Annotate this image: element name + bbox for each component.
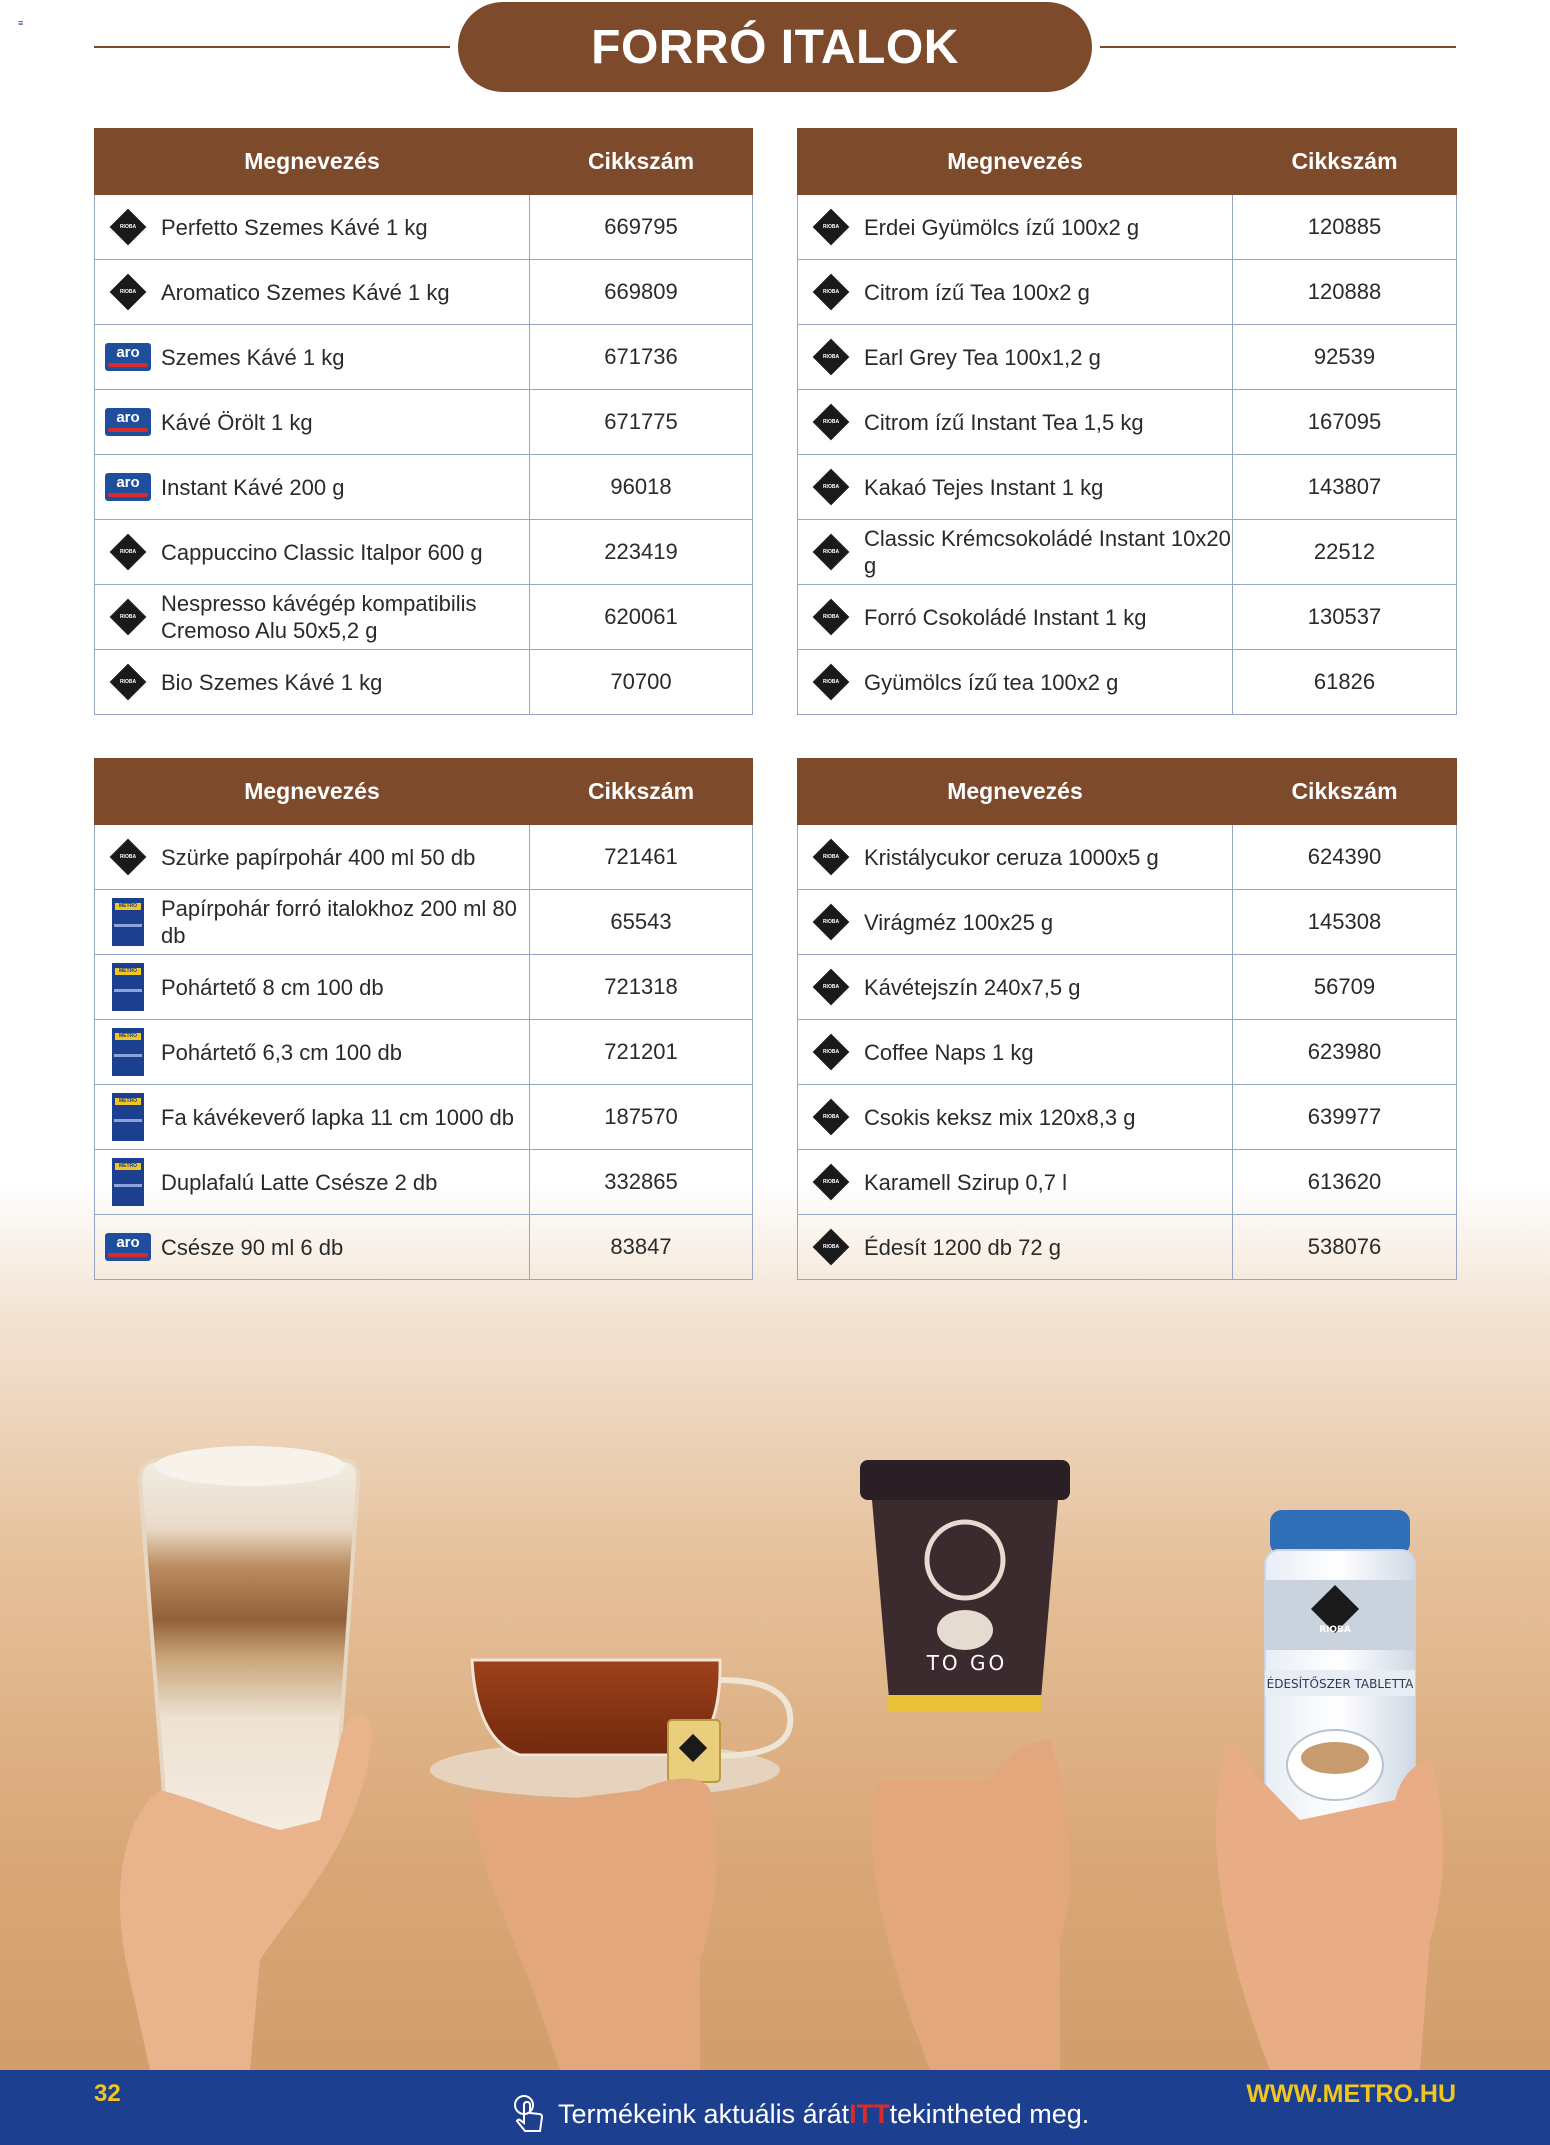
product-name: Kávétejszín 240x7,5 g [864, 974, 1081, 1000]
product-name-cell [95, 825, 530, 890]
table-row [798, 195, 1457, 260]
metro-professional-logo-icon [103, 1032, 153, 1072]
table-row [798, 260, 1457, 325]
product-name-cell [95, 520, 530, 585]
product-code: 623980 [1233, 1020, 1457, 1085]
product-code: 669795 [530, 195, 753, 260]
rioba-logo-text: RIOBA [822, 484, 840, 490]
product-name-cell [798, 650, 1233, 715]
product-name-cell [798, 955, 1233, 1020]
product-name: Pohártető 8 cm 100 db [161, 974, 384, 1000]
product-name-cell [95, 890, 530, 955]
hand-3 [872, 1740, 1071, 2070]
table-row [798, 325, 1457, 390]
metro-logo-text: METRO [115, 903, 141, 910]
rioba-logo-icon [806, 902, 856, 942]
product-name: Nespresso kávégép kompatibilis Cremoso Alu 50x5,2 g [161, 591, 477, 643]
product-code: 538076 [1233, 1215, 1457, 1280]
promo-text-before: Termékeink aktuális árát [558, 2098, 850, 2129]
rioba-logo-icon [806, 207, 856, 247]
rioba-logo-text: RIOBA [822, 1244, 840, 1250]
table-row [95, 955, 753, 1020]
rioba-logo-icon [806, 532, 856, 572]
metro-professional-logo-icon [103, 967, 153, 1007]
rioba-logo-text: RIOBA [822, 549, 840, 555]
aro-logo-text: aro [116, 409, 140, 426]
rioba-logo-text: RIOBA [822, 1179, 840, 1185]
table-row [95, 195, 753, 260]
column-header-code: Cikkszám [530, 129, 753, 195]
product-name: Earl Grey Tea 100x1,2 g [864, 344, 1101, 370]
page-number: 32 [94, 2080, 121, 2107]
product-name: Kávé Örölt 1 kg [161, 409, 313, 435]
product-name: Citrom ízű Instant Tea 1,5 kg [864, 409, 1144, 435]
table-row [95, 455, 753, 520]
column-header-code: Cikkszám [1233, 129, 1457, 195]
hot-drinks-photo [0, 1180, 1550, 2070]
table-row [95, 1085, 753, 1150]
product-name: Perfetto Szemes Kávé 1 kg [161, 214, 428, 240]
product-code: 332865 [530, 1150, 753, 1215]
rioba-logo-icon [806, 597, 856, 637]
product-code: 721201 [530, 1020, 753, 1085]
product-table-coffee [94, 128, 753, 715]
table-row [798, 585, 1457, 650]
product-code: 613620 [1233, 1150, 1457, 1215]
product-code: 721318 [530, 955, 753, 1020]
product-name-cell [798, 890, 1233, 955]
jar-brand-text: RIOBA [1319, 1625, 1351, 1635]
rioba-logo-icon [103, 272, 153, 312]
product-code: 70700 [530, 650, 753, 715]
tap-hand-icon [508, 2093, 550, 2135]
rioba-logo-icon [103, 837, 153, 877]
product-code: 187570 [530, 1085, 753, 1150]
product-name-cell [798, 195, 1233, 260]
rioba-logo-icon [806, 1097, 856, 1137]
product-code: 223419 [530, 520, 753, 585]
title-line-left [94, 46, 450, 48]
product-code: 721461 [530, 825, 753, 890]
product-name-cell [95, 650, 530, 715]
rioba-logo-text: RIOBA [119, 224, 137, 230]
rioba-logo-text: RIOBA [822, 354, 840, 360]
product-name: Instant Kávé 200 g [161, 474, 345, 500]
product-code: 671736 [530, 325, 753, 390]
product-name-cell [798, 1085, 1233, 1150]
table-row [798, 390, 1457, 455]
rioba-logo-text: RIOBA [822, 854, 840, 860]
product-code: 671775 [530, 390, 753, 455]
rioba-logo-icon [806, 402, 856, 442]
product-name-cell [798, 455, 1233, 520]
product-code: 145308 [1233, 890, 1457, 955]
product-code: 130537 [1233, 585, 1457, 650]
table-row [798, 890, 1457, 955]
product-code: 167095 [1233, 390, 1457, 455]
aro-logo-icon [103, 467, 153, 507]
rioba-logo-text: RIOBA [822, 919, 840, 925]
title-line-right [1100, 46, 1456, 48]
product-name-cell [95, 1085, 530, 1150]
product-name-cell [95, 260, 530, 325]
table-row [95, 585, 753, 650]
product-code: 620061 [530, 585, 753, 650]
table-row [798, 520, 1457, 585]
rioba-logo-text: RIOBA [119, 549, 137, 555]
rioba-logo-icon [806, 1032, 856, 1072]
product-name: Cappuccino Classic Italpor 600 g [161, 539, 483, 565]
product-name-cell [95, 390, 530, 455]
rioba-logo-icon [806, 967, 856, 1007]
table-row [798, 650, 1457, 715]
corner-menu-mark: ≡ [18, 18, 24, 28]
tea-cup-illustration [430, 1660, 790, 1798]
product-name: Karamell Szirup 0,7 l [864, 1169, 1067, 1195]
product-name: Coffee Naps 1 kg [864, 1039, 1034, 1065]
product-name: Szemes Kávé 1 kg [161, 344, 345, 370]
rioba-logo-icon [806, 837, 856, 877]
table-row [95, 520, 753, 585]
product-code: 120888 [1233, 260, 1457, 325]
jar-label-text: ÉDESÍTŐSZER TABLETTA [1266, 1677, 1414, 1691]
rioba-logo-text: RIOBA [119, 679, 137, 685]
promo-text-after: tekintheted meg. [889, 2098, 1090, 2129]
product-name-cell [798, 1020, 1233, 1085]
column-header-name: Megnevezés [798, 759, 1233, 825]
page-title: FORRÓ ITALOK [458, 2, 1092, 92]
table-row [798, 455, 1457, 520]
metro-logo-text: METRO [115, 1033, 141, 1040]
product-name: Fa kávékeverő lapka 11 cm 1000 db [161, 1104, 515, 1130]
column-header-code: Cikkszám [530, 759, 753, 825]
product-name: Citrom ízű Tea 100x2 g [864, 279, 1090, 305]
product-code: 639977 [1233, 1085, 1457, 1150]
product-code: 143807 [1233, 455, 1457, 520]
rioba-logo-icon [103, 662, 153, 702]
product-name: Kristálycukor ceruza 1000x5 g [864, 844, 1159, 870]
table-row [95, 260, 753, 325]
togo-cup-text: TO GO [926, 1651, 1008, 1675]
product-code: 120885 [1233, 195, 1457, 260]
product-name-cell [95, 455, 530, 520]
product-code: 22512 [1233, 520, 1457, 585]
rioba-logo-text: RIOBA [822, 224, 840, 230]
product-name: Forró Csokoládé Instant 1 kg [864, 604, 1147, 630]
rioba-logo-text: RIOBA [119, 614, 137, 620]
rioba-logo-icon [806, 662, 856, 702]
rioba-logo-text: RIOBA [822, 984, 840, 990]
aro-logo-icon [103, 402, 153, 442]
product-table-tea [797, 128, 1457, 715]
aro-logo-text: aro [116, 474, 140, 491]
rioba-logo-icon [806, 467, 856, 507]
product-name-cell [798, 585, 1233, 650]
table-row [798, 955, 1457, 1020]
website-link[interactable]: WWW.METRO.HU [1246, 2080, 1456, 2108]
metro-professional-logo-icon [103, 902, 153, 942]
price-info-link[interactable] [508, 2093, 1089, 2135]
rioba-logo-icon [103, 597, 153, 637]
aro-logo-text: aro [116, 344, 140, 361]
rioba-logo-text: RIOBA [119, 289, 137, 295]
product-name-cell [798, 325, 1233, 390]
rioba-logo-text: RIOBA [822, 1049, 840, 1055]
product-name: Gyümölcs ízű tea 100x2 g [864, 669, 1119, 695]
table-row [95, 390, 753, 455]
product-name: Erdei Gyümölcs ízű 100x2 g [864, 214, 1140, 240]
hand-2 [470, 1778, 717, 2070]
product-name: Duplafalú Latte Csésze 2 db [161, 1169, 438, 1195]
product-name: Szürke papírpohár 400 ml 50 db [161, 844, 476, 870]
product-code: 83847 [530, 1215, 753, 1280]
table-row [798, 1020, 1457, 1085]
rioba-logo-text: RIOBA [822, 289, 840, 295]
product-name-cell [798, 520, 1233, 585]
product-name-cell [95, 325, 530, 390]
column-header-name: Megnevezés [95, 759, 530, 825]
product-name: Papírpohár forró italokhoz 200 ml 80 db [161, 896, 517, 948]
rioba-logo-icon [103, 532, 153, 572]
product-name: Édesít 1200 db 72 g [864, 1234, 1061, 1260]
table-row [798, 825, 1457, 890]
rioba-logo-text: RIOBA [822, 1114, 840, 1120]
product-name: Csokis keksz mix 120x8,3 g [864, 1104, 1136, 1130]
metro-logo-text: METRO [115, 1098, 141, 1105]
rioba-logo-icon [103, 207, 153, 247]
table-row [798, 1085, 1457, 1150]
rioba-logo-text: RIOBA [822, 419, 840, 425]
product-name: Kakaó Tejes Instant 1 kg [864, 474, 1104, 500]
product-name: Bio Szemes Kávé 1 kg [161, 669, 383, 695]
product-name: Classic Krémcsokoládé Instant 10x20 g [864, 526, 1231, 578]
product-code: 96018 [530, 455, 753, 520]
metro-logo-text: METRO [115, 968, 141, 975]
product-code: 92539 [1233, 325, 1457, 390]
product-name-cell [798, 825, 1233, 890]
rioba-logo-text: RIOBA [119, 854, 137, 860]
rioba-logo-icon [806, 272, 856, 312]
product-code: 624390 [1233, 825, 1457, 890]
table-row [95, 1020, 753, 1085]
product-name-cell [95, 195, 530, 260]
aro-logo-text: aro [116, 1234, 140, 1251]
table-row [95, 825, 753, 890]
column-header-code: Cikkszám [1233, 759, 1457, 825]
product-name-cell [95, 585, 530, 650]
product-name-cell [95, 955, 530, 1020]
metro-professional-logo-icon [103, 1097, 153, 1137]
aro-logo-icon [103, 337, 153, 377]
metro-logo-text: METRO [115, 1163, 141, 1170]
latte-glass-illustration [140, 1446, 358, 1840]
product-code: 56709 [1233, 955, 1457, 1020]
rioba-logo-text: RIOBA [822, 614, 840, 620]
table-row [95, 325, 753, 390]
column-header-name: Megnevezés [798, 129, 1233, 195]
product-name: Csésze 90 ml 6 db [161, 1234, 344, 1260]
rioba-logo-icon [806, 337, 856, 377]
table-row [95, 890, 753, 955]
product-code: 669809 [530, 260, 753, 325]
product-code: 65543 [530, 890, 753, 955]
product-name-cell [95, 1020, 530, 1085]
promo-text-highlight[interactable]: ITT [849, 2098, 890, 2129]
product-name-cell [798, 260, 1233, 325]
rioba-logo-text: RIOBA [822, 679, 840, 685]
product-name: Pohártető 6,3 cm 100 db [161, 1039, 402, 1065]
product-name-cell [798, 390, 1233, 455]
table-row [95, 650, 753, 715]
product-name: Virágméz 100x25 g [864, 909, 1054, 935]
product-name: Aromatico Szemes Kávé 1 kg [161, 279, 450, 305]
column-header-name: Megnevezés [95, 129, 530, 195]
togo-cup-illustration [860, 1460, 1070, 1711]
product-code: 61826 [1233, 650, 1457, 715]
